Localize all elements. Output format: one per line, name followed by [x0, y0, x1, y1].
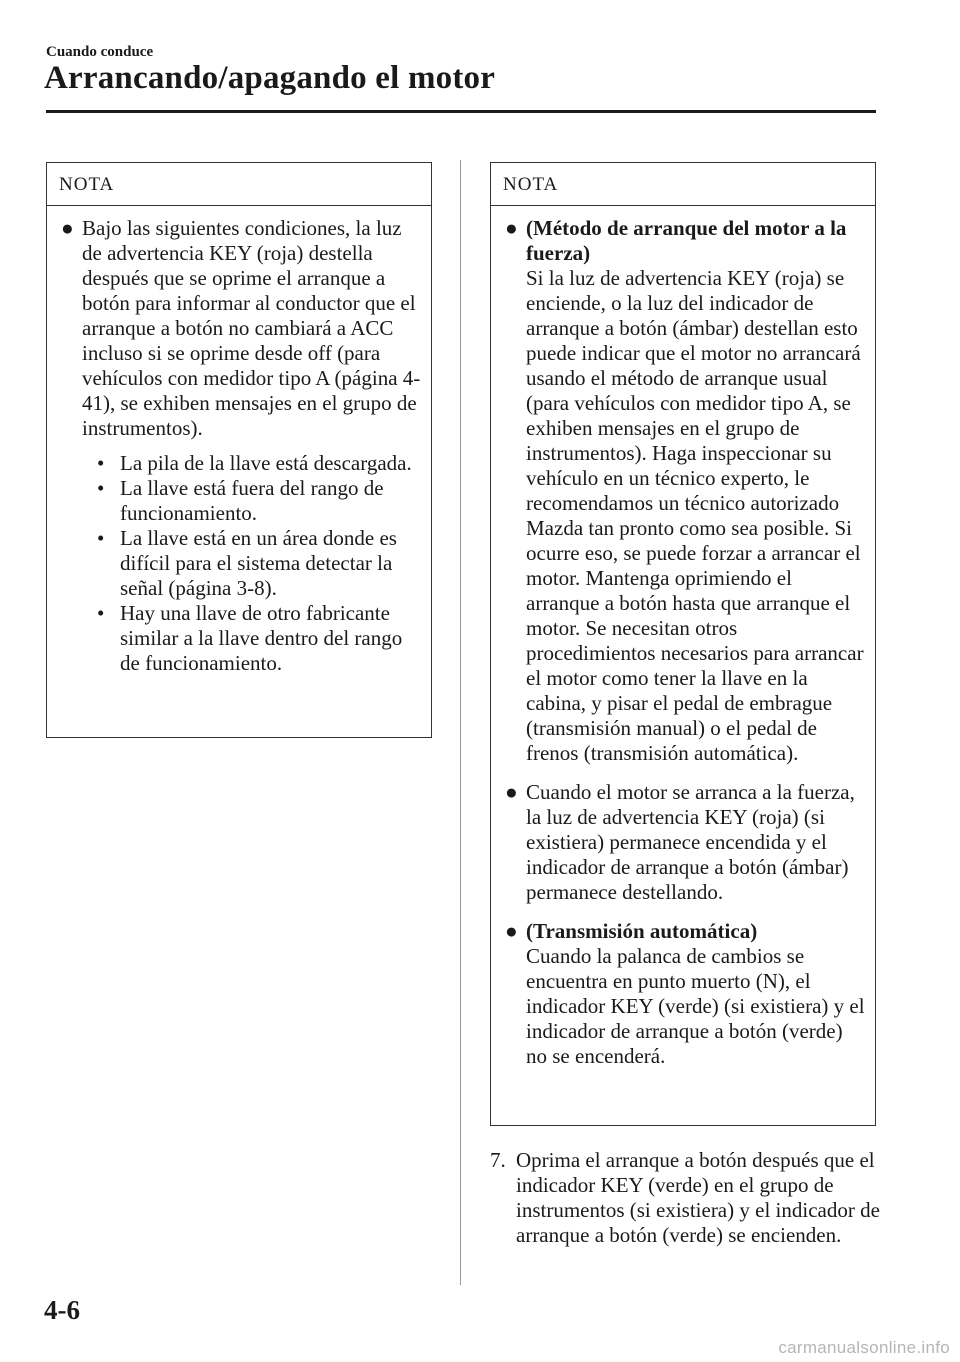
page-number: 4-6: [44, 1295, 80, 1325]
note-box-right: [490, 162, 876, 1126]
note-label: NOTA: [47, 163, 431, 206]
note-subitem: • La llave está en un área donde es difícil para el sistema detectar la señal (página 3-8).: [97, 526, 397, 600]
section-label: Cuando conduce: [46, 44, 154, 60]
note-subitem: • La pila de la llave está descargada.: [97, 451, 412, 475]
subbullet-icon: •: [97, 526, 105, 550]
step-number: 7.: [490, 1148, 506, 1172]
note-bullet-text: Cuando la palanca de cambios se encuentra en punto muerto (N), el indicador KEY (verde) (si existiera) y el indicador de arranque a botón (verde) no se encenderá.: [526, 944, 865, 1068]
page-title: Arrancando/apagando el motor: [44, 60, 496, 96]
column-divider: [460, 160, 461, 1285]
subbullet-icon: •: [97, 476, 105, 500]
bullet-icon: ●: [505, 780, 518, 804]
note-bullet: [505, 216, 867, 766]
note-box-left: [46, 162, 432, 738]
bullet-icon: ●: [505, 919, 518, 943]
note-bullet: [61, 216, 423, 676]
note-bullet-text: Bajo las siguientes condiciones, la luz de advertencia KEY (roja) destella después que se oprime el arranque a botón para informar al conductor que el arranque a botón no cambiará a ACC incluso si se oprime desde off (para vehículos con medidor tipo A (página 4-41), se exhiben mensajes en el grupo de instrumentos).: [82, 216, 421, 440]
watermark: carmanualsonline.info: [778, 1338, 950, 1357]
note-bullet: [505, 780, 867, 905]
note-bullet-heading: (Método de arranque del motor a la fuerza): [526, 216, 847, 265]
note-bullet: [505, 919, 867, 1069]
step-text: Oprima el arranque a botón después que el indicador KEY (verde) en el grupo de instrumentos (si existiera) y el indicador de arranque a botón (verde) se encienden.: [516, 1148, 880, 1247]
note-bullet-text: Si la luz de advertencia KEY (roja) se enciende, o la luz del indicador de arranque a botón (ámbar) destellan esto puede indicar que el motor no arrancará usando el método de arranque usual (para vehículos con medidor tipo A, se exhiben mensajes en el grupo de instrumentos). Haga inspeccionar su vehículo en un técnico experto, le recomendamos un técnico autorizado Mazda tan pronto como sea posible. Si ocurre eso, se puede forzar a arrancar el motor. Mantenga oprimiendo el arranque a botón hasta que arranque el motor. Se necesitan otros procedimientos necesarios para arrancar el motor como tener la llave en la cabina, y pisar el pedal de embrague (transmisión manual) o el pedal de frenos (transmisión automática).: [526, 266, 864, 765]
note-bullet-text: Cuando el motor se arranca a la fuerza, la luz de advertencia KEY (roja) (si existiera) permanece encendida y el indicador de arranque a botón (ámbar) permanece destellando.: [526, 780, 855, 904]
bullet-icon: ●: [505, 216, 518, 240]
subbullet-icon: •: [97, 451, 105, 475]
note-subitem: • La llave está fuera del rango de funcionamiento.: [97, 476, 384, 525]
title-rule: [46, 110, 876, 113]
note-bullet-heading: (Transmisión automática): [526, 919, 758, 943]
subbullet-icon: •: [97, 601, 105, 625]
note-label: NOTA: [491, 163, 875, 206]
note-subitem: • Hay una llave de otro fabricante similar a la llave dentro del rango de funcionamiento.: [97, 601, 403, 675]
step-item: [490, 1148, 906, 1248]
bullet-icon: ●: [61, 216, 74, 240]
